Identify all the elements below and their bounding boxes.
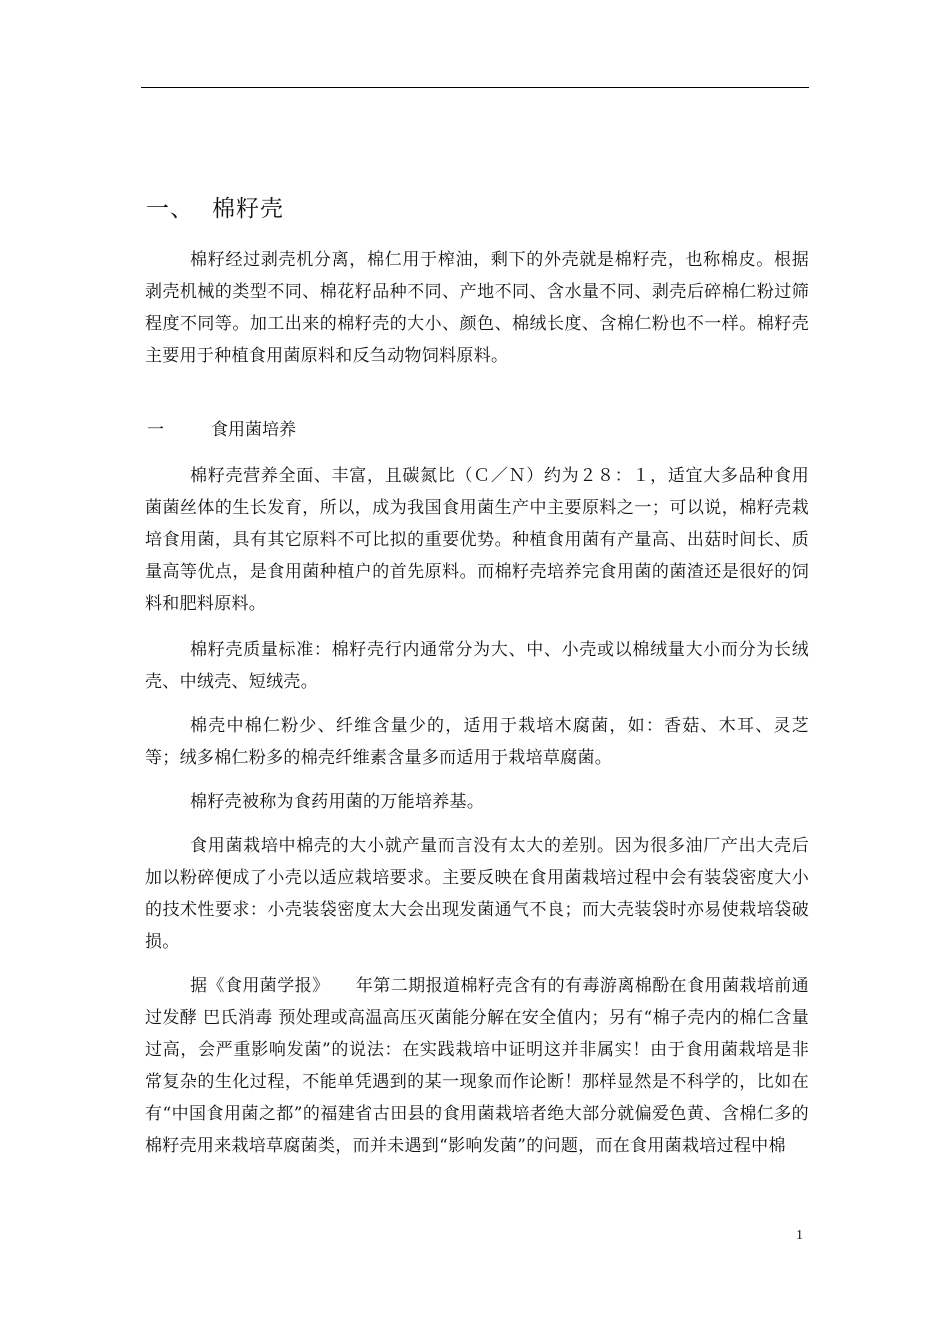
section-title: 棉籽壳 <box>212 196 284 222</box>
subsection-number: 一 <box>147 420 164 440</box>
subsection-heading <box>147 414 296 446</box>
subsection-title: 食用菌培养 <box>211 420 296 440</box>
paragraph-quality-standard: 棉籽壳质量标准：棉籽壳行内通常分为大、中、小壳或以棉绒量大小而分为长绒壳、中绒壳、短绒壳。 <box>145 640 809 692</box>
paragraph-journal-report: 据《食用菌学报》 年第二期报道棉籽壳含有的有毒游离棉酚在食用菌栽培前通过发酵 巴氏消毒 预处理或高温高压灭菌能分解在安全值内；另有“棉子壳内的棉仁含量过高，会严重影响发菌”的说法：在实践栽培中证明这并非属实！由于食用菌栽培是非常复杂的生化过程，不能单凭遇到的某一现象而作论断！那样显然是不科学的，比如在有“中国食用菌之都”的福建省古田县的食用菌栽培者绝大部分就偏爱色黄、含棉仁多的棉籽壳用来栽培草腐菌类，而并未遇到“影响发菌”的问题，而在食用菌栽培过程中棉 <box>145 976 809 1156</box>
section-number: 一、 <box>146 196 194 222</box>
section-heading <box>146 192 284 226</box>
header-rule <box>141 87 809 88</box>
paragraph-universal-medium: 棉籽壳被称为食药用菌的万能培养基。 <box>190 792 485 812</box>
paragraph-cn-ratio: 棉籽壳营养全面、丰富，且碳氮比（Ｃ／Ｎ）约为２８：１，适宜大多品种食用菌菌丝体的生长发育，所以，成为我国食用菌生产中主要原料之一；可以说，棉籽壳栽培食用菌，具有其它原料不可比拟的重要优势。种植食用菌有产量高、出菇时间长、质量高等优点，是食用菌种植户的首先原料。而棉籽壳培养完食用菌的菌渣还是很好的饲料和肥料原料。 <box>145 466 809 614</box>
paragraph-wood-rot: 棉壳中棉仁粉少、纤维含量少的，适用于栽培木腐菌，如：香菇、木耳、灵芝等；绒多棉仁粉多的棉壳纤维素含量多而适用于栽培草腐菌。 <box>145 716 809 768</box>
paragraph-shell-size: 食用菌栽培中棉壳的大小就产量而言没有太大的差别。因为很多油厂产出大壳后加以粉碎便成了小壳以适应栽培要求。主要反映在食用菌栽培过程中会有装袋密度大小的技术性要求：小壳装袋密度太大会出现发菌通气不良；而大壳装袋时亦易使栽培袋破损。 <box>145 836 809 952</box>
intro-paragraph: 棉籽经过剥壳机分离，棉仁用于榨油，剩下的外壳就是棉籽壳，也称棉皮。根据剥壳机械的类型不同、棉花籽品种不同、产地不同、含水量不同、剥壳后碎棉仁粉过筛程度不同等。加工出来的棉籽壳的大小、颜色、棉绒长度、含棉仁粉也不一样。棉籽壳主要用于种植食用菌原料和反刍动物饲料原料。 <box>145 250 809 366</box>
page-number: 1 <box>796 1228 803 1243</box>
